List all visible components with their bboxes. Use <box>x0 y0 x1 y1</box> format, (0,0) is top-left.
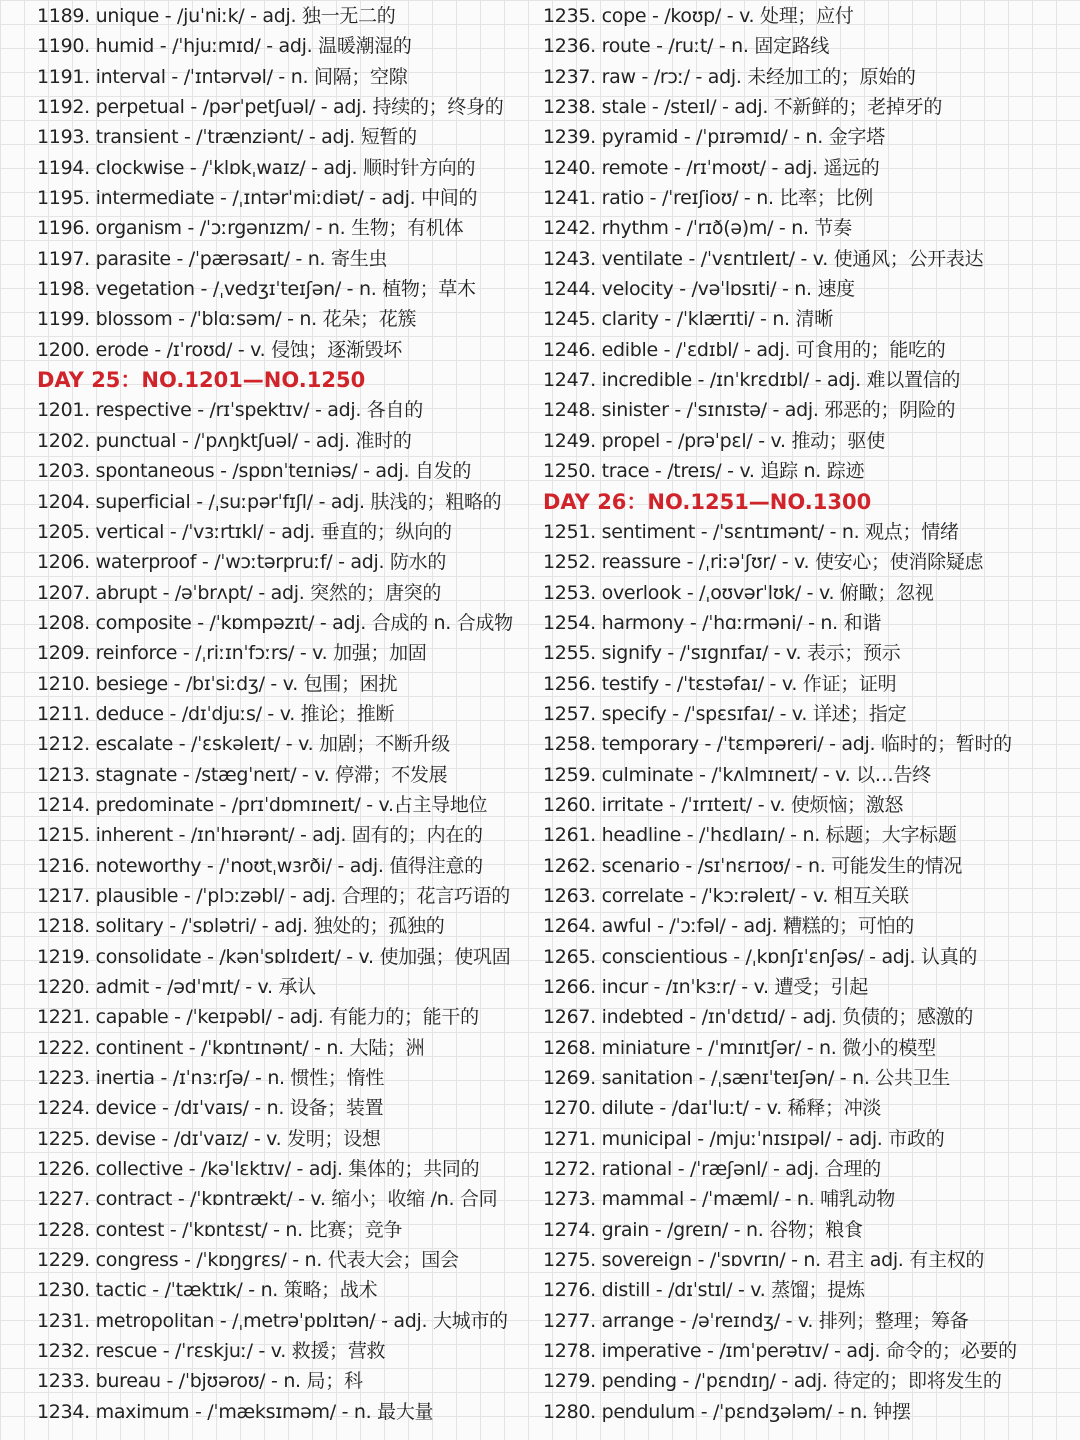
vocab-entry: 1195. intermediate - /ˌɪntərˈmiːdiət/ - adj. 中间的 <box>37 187 478 210</box>
vocab-entry: 1214. predominate - /prɪˈdɒmɪneɪt/ - v.占主导地位 <box>37 793 488 816</box>
vocab-entry: 1206. waterproof - /ˈwɔːtərpruːf/ - adj. 防水的 <box>37 551 447 574</box>
vocab-entry: 1254. harmony - /ˈhɑːrməni/ - n. 和谐 <box>543 611 882 634</box>
vocab-entry: 1238. stale - /steɪl/ - adj. 不新鲜的；老掉牙的 <box>543 96 943 119</box>
vocab-entry: 1242. rhythm - /ˈrɪð(ə)m/ - n. 节奏 <box>543 217 852 240</box>
vocab-entry: 1249. propel - /prəˈpɛl/ - v. 推动；驱使 <box>543 429 885 452</box>
vocab-entry: 1201. respective - /rɪˈspektɪv/ - adj. 各自的 <box>37 399 423 422</box>
vocab-entry: 1189. unique - /juˈniːk/ - adj. 独一无二的 <box>37 5 396 27</box>
vocab-entry: 1220. admit - /ədˈmɪt/ - v. 承认 <box>37 976 316 998</box>
vocab-entry: 1253. overlook - /ˌoʊvərˈlʊk/ - v. 俯瞰；忽视 <box>543 581 934 604</box>
vocab-entry: 1232. rescue - /ˈrɛskjuː/ - v. 救援；营救 <box>37 1340 386 1363</box>
vocab-entry: 1218. solitary - /ˈsɒlətri/ - adj. 独处的；孤独的 <box>37 915 445 938</box>
vocab-entry: 1280. pendulum - /ˈpɛndʒələm/ - n. 钟摆 <box>543 1400 911 1423</box>
vocab-entry: 1252. reassure - /ˌriːəˈʃʊr/ - v. 使安心；使消除疑虑 <box>543 551 984 574</box>
vocab-entry: 1268. miniature - /ˈmɪnɪtʃər/ - n. 微小的模型 <box>543 1036 936 1059</box>
vocab-entry: 1261. headline - /ˈhɛdlaɪn/ - n. 标题；大字标题 <box>543 824 957 847</box>
vocab-entry: 1222. continent - /ˈkɒntɪnənt/ - n. 大陆；洲 <box>37 1036 425 1059</box>
vocab-entry: 1240. remote - /rɪˈmoʊt/ - adj. 遥远的 <box>543 156 880 179</box>
vocab-entry: 1194. clockwise - /ˈklɒkˌwaɪz/ - adj. 顺时针方向的 <box>37 156 476 179</box>
vocab-entry: 1251. sentiment - /ˈsɛntɪmənt/ - n. 观点；情绪 <box>543 520 959 543</box>
vocab-entry: 1228. contest - /ˈkɒntɛst/ - n. 比赛；竞争 <box>37 1218 403 1241</box>
vocab-entry: 1208. composite - /ˈkɒmpəzɪt/ - adj. 合成的 n. 合成物 <box>37 611 513 634</box>
vocab-entry: 1231. metropolitan - /ˌmetrəˈpɒlɪtən/ - adj. 大城市的 <box>37 1309 508 1332</box>
vocab-entry: 1235. cope - /koʊp/ - v. 处理；应付 <box>543 5 854 27</box>
vocab-entry: 1257. specify - /ˈspɛsɪfaɪ/ - v. 详述；指定 <box>543 702 907 725</box>
vocab-entry: 1225. devise - /dɪˈvaɪz/ - v. 发明；设想 <box>37 1127 381 1150</box>
vocab-entry: 1211. deduce - /dɪˈdjuːs/ - v. 推论；推断 <box>37 702 395 725</box>
vocab-entry: 1265. conscientious - /ˌkɒnʃɪˈɛnʃəs/ - adj. 认真的 <box>543 945 978 968</box>
vocab-entry: 1219. consolidate - /kənˈsɒlɪdeɪt/ - v. 使加强；使巩固 <box>37 945 511 968</box>
vocab-entry: 1223. inertia - /ɪˈnɜːrʃə/ - n. 惯性；惰性 <box>37 1067 385 1090</box>
vocab-entry: 1241. ratio - /ˈreɪʃioʊ/ - n. 比率；比例 <box>543 187 873 210</box>
vocab-entry: 1190. humid - /ˈhjuːmɪd/ - adj. 温暖潮湿的 <box>37 35 412 58</box>
vocab-entry: 1243. ventilate - /ˈvɛntɪleɪt/ - v. 使通风；公开表达 <box>543 247 984 270</box>
vocab-entry: 1212. escalate - /ˈɛskəleɪt/ - v. 加剧；不断升级 <box>37 733 450 756</box>
vocab-entry: 1259. culminate - /ˈkʌlmɪneɪt/ - v. 以…告终 <box>543 763 931 786</box>
vocab-entry: 1221. capable - /ˈkeɪpəbl/ - adj. 有能力的；能干的 <box>37 1006 479 1029</box>
vocab-entry: 1210. besiege - /bɪˈsiːdʒ/ - v. 包围；困扰 <box>37 672 398 695</box>
vocab-entry: 1203. spontaneous - /spɒnˈteɪniəs/ - adj. 自发的 <box>37 460 472 483</box>
vocab-entry: 1196. organism - /ˈɔːrgənɪzm/ - n. 生物；有机体 <box>37 217 464 240</box>
vocab-entry: 1209. reinforce - /ˌriːɪnˈfɔːrs/ - v. 加强；加固 <box>37 642 427 665</box>
vocab-entry: 1263. correlate - /ˈkɔːrəleɪt/ - v. 相互关联 <box>543 884 909 907</box>
vocab-entry: 1198. vegetation - /ˌvedʒɪˈteɪʃən/ - n. 植物；草木 <box>37 278 476 301</box>
vocab-entry: 1267. indebted - /ɪnˈdɛtɪd/ - adj. 负债的；感激的 <box>543 1006 974 1029</box>
vocab-entry: 1275. sovereign - /ˈsɒvrɪn/ - n. 君主 adj. 有主权的 <box>543 1249 985 1272</box>
vocab-entry: 1266. incur - /ɪnˈkɜːr/ - v. 遭受；引起 <box>543 976 869 998</box>
vocab-entry: 1213. stagnate - /stægˈneɪt/ - v. 停滞；不发展 <box>37 763 448 786</box>
vocab-entry: 1260. irritate - /ˈɪrɪteɪt/ - v. 使烦恼；激怒 <box>543 793 904 816</box>
vocab-entry: 1207. abrupt - /əˈbrʌpt/ - adj. 突然的；唐突的 <box>37 581 442 604</box>
vocab-entry: 1191. interval - /ˈɪntərvəl/ - n. 间隔；空隙 <box>37 65 408 88</box>
vocab-entry: 1271. municipal - /mjuːˈnɪsɪpəl/ - adj. 市政的 <box>543 1127 945 1150</box>
vocab-entry: 1256. testify - /ˈtɛstəfaɪ/ - v. 作证；证明 <box>543 672 897 695</box>
vocab-entry: 1255. signify - /ˈsɪgnɪfaɪ/ - v. 表示；预示 <box>543 642 901 665</box>
vocab-entry: 1277. arrange - /əˈreɪndʒ/ - v. 排列；整理；筹备 <box>543 1309 969 1332</box>
vocab-entry: 1230. tactic - /ˈtæktɪk/ - n. 策略；战术 <box>37 1279 378 1302</box>
vocab-entry: 1269. sanitation - /ˌsænɪˈteɪʃən/ - n. 公共卫生 <box>543 1067 951 1090</box>
vocab-entry: 1272. rational - /ˈræʃənl/ - adj. 合理的 <box>543 1158 881 1181</box>
vocab-entry: 1248. sinister - /ˈsɪnɪstə/ - adj. 邪恶的；阴险的 <box>543 399 956 422</box>
vocab-entry: 1204. superficial - /ˌsuːpərˈfɪʃl/ - adj. 肤浅的；粗略的 <box>37 490 502 513</box>
vocab-entry: 1215. inherent - /ɪnˈhɪərənt/ - adj. 固有的；内在的 <box>37 824 483 847</box>
vocab-entry: 1226. collective - /kəˈlɛktɪv/ - adj. 集体的；共同的 <box>37 1158 480 1181</box>
vocab-entry: 1278. imperative - /ɪmˈperətɪv/ - adj. 命令的；必要的 <box>543 1340 1017 1363</box>
vocab-entry: 1200. erode - /ɪˈroʊd/ - v. 侵蚀；逐渐毁坏 <box>37 338 403 361</box>
day-heading: DAY 26：NO.1251—NO.1300 <box>543 489 872 514</box>
vocab-entry: 1236. route - /ruːt/ - n. 固定路线 <box>543 35 830 58</box>
vocab-entry: 1258. temporary - /ˈtɛmpəreri/ - adj. 临时的；暂时的 <box>543 733 1012 756</box>
vocab-entry: 1276. distill - /dɪˈstɪl/ - v. 蒸馏；提炼 <box>543 1279 865 1302</box>
vocab-entry: 1227. contract - /ˈkɒntrækt/ - v. 缩小；收缩 /n. 合同 <box>37 1188 498 1211</box>
vocab-entry: 1246. edible - /ˈɛdɪbl/ - adj. 可食用的；能吃的 <box>543 338 946 361</box>
vocab-entry: 1199. blossom - /ˈblɑːsəm/ - n. 花朵；花簇 <box>37 308 417 331</box>
vocab-entry: 1224. device - /dɪˈvaɪs/ - n. 设备；装置 <box>37 1097 384 1120</box>
vocab-entry: 1233. bureau - /ˈbjʊəroʊ/ - n. 局；科 <box>37 1370 363 1393</box>
vocab-entry: 1192. perpetual - /pərˈpetʃuəl/ - adj. 持续的；终身的 <box>37 96 504 119</box>
right-column <box>543 1 1073 1427</box>
vocab-entry: 1193. transient - /ˈtrænziənt/ - adj. 短暂的 <box>37 126 417 149</box>
vocab-entry: 1197. parasite - /ˈpærəsaɪt/ - n. 寄生虫 <box>37 247 388 270</box>
day-heading: DAY 25：NO.1201—NO.1250 <box>37 368 366 393</box>
vocab-entry: 1270. dilute - /daɪˈluːt/ - v. 稀释；冲淡 <box>543 1097 882 1120</box>
vocab-entry: 1273. mammal - /ˈmæml/ - n. 哺乳动物 <box>543 1188 895 1211</box>
vocab-entry: 1264. awful - /ˈɔːfəl/ - adj. 糟糕的；可怕的 <box>543 915 914 938</box>
left-column <box>37 1 537 1427</box>
vocab-entry: 1262. scenario - /sɪˈnɛrɪoʊ/ - n. 可能发生的情况 <box>543 854 963 877</box>
vocab-entry: 1202. punctual - /ˈpʌŋktʃuəl/ - adj. 准时的 <box>37 429 412 452</box>
vocab-entry: 1274. grain - /greɪn/ - n. 谷物；粮食 <box>543 1218 863 1241</box>
vocab-entry: 1234. maximum - /ˈmæksɪməm/ - n. 最大量 <box>37 1400 434 1423</box>
vocab-entry: 1244. velocity - /vəˈlɒsɪti/ - n. 速度 <box>543 278 855 301</box>
vocab-entry: 1237. raw - /rɔː/ - adj. 未经加工的；原始的 <box>543 65 916 88</box>
vocab-entry: 1247. incredible - /ɪnˈkrɛdɪbl/ - adj. 难以置信的 <box>543 369 961 392</box>
vocab-entry: 1205. vertical - /ˈvɜːrtɪkl/ - adj. 垂直的；纵向的 <box>37 520 452 543</box>
vocab-entry: 1217. plausible - /ˈplɔːzəbl/ - adj. 合理的；花言巧语的 <box>37 884 511 907</box>
vocab-entry: 1229. congress - /ˈkɒŋgrɛs/ - n. 代表大会；国会 <box>37 1249 459 1272</box>
vocab-entry: 1239. pyramid - /ˈpɪrəmɪd/ - n. 金字塔 <box>543 126 885 149</box>
vocab-entry: 1245. clarity - /ˈklærɪti/ - n. 清晰 <box>543 308 833 331</box>
vocab-entry: 1250. trace - /treɪs/ - v. 追踪 n. 踪迹 <box>543 460 865 483</box>
vocab-entry: 1279. pending - /ˈpɛndɪŋ/ - adj. 待定的；即将发生的 <box>543 1370 1002 1393</box>
vocab-entry: 1216. noteworthy - /ˈnoʊtˌwɜrði/ - adj. 值得注意的 <box>37 854 483 877</box>
